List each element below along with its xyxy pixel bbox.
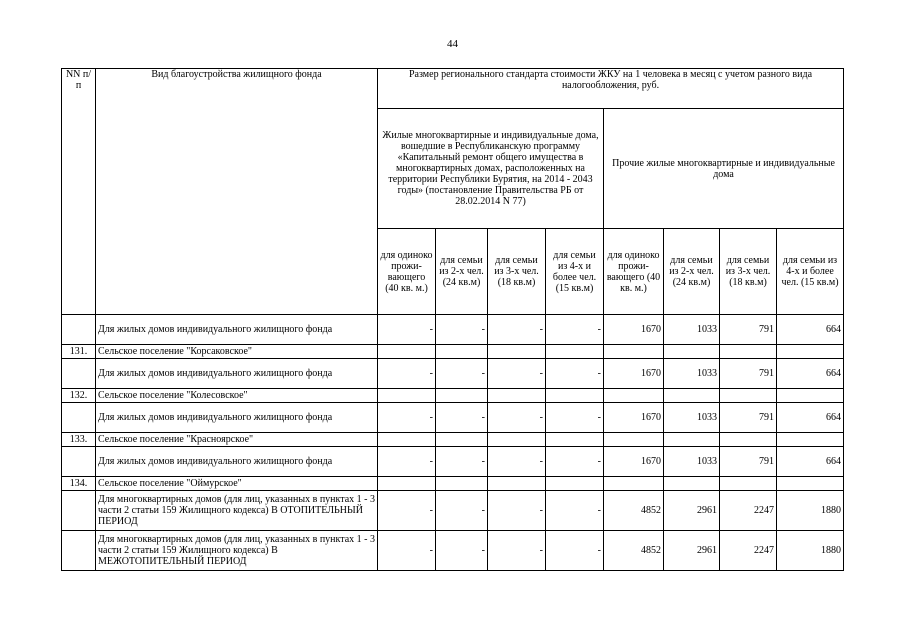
housing-type: Для жилых домов индивидуального жилищного фонда [96,315,378,345]
value-cell [488,433,546,447]
table-row [62,359,844,389]
sub-header: для одиноко прожи- вающего (40 кв. м.) [378,229,436,315]
header-group-other: Прочие жилые многоквартирные и индивидуальные дома [604,109,844,229]
settlement-name: Сельское поселение "Корсаковское" [96,345,378,359]
value-cell: - [546,531,604,571]
value-cell: - [378,359,436,389]
value-cell: - [378,531,436,571]
value-cell: - [436,491,488,531]
value-cell: 1670 [604,403,664,433]
value-cell [378,345,436,359]
table-row [62,491,844,531]
value-cell: - [436,531,488,571]
value-cell [777,345,844,359]
value-cell: - [436,315,488,345]
value-cell [546,477,604,491]
housing-type: Для жилых домов индивидуального жилищного фонда [96,359,378,389]
value-cell [777,477,844,491]
value-cell: 1033 [664,359,720,389]
value-cell: - [488,447,546,477]
value-cell [436,345,488,359]
value-cell: 1880 [777,491,844,531]
value-cell [664,389,720,403]
value-cell: - [378,315,436,345]
value-cell: - [546,447,604,477]
value-cell [604,433,664,447]
value-cell: - [546,403,604,433]
value-cell [777,433,844,447]
value-cell [604,389,664,403]
settlement-name: Сельское поселение "Оймурское" [96,477,378,491]
row-number: 131. [62,345,96,359]
value-cell: - [378,447,436,477]
sub-header: для семьи из 3-х чел. (18 кв.м) [488,229,546,315]
value-cell: 4852 [604,531,664,571]
value-cell [720,477,777,491]
value-cell [664,345,720,359]
section-row [62,433,844,447]
table-row [62,403,844,433]
header-type: Вид благоустройства жилищного фонда [96,69,378,315]
value-cell [488,477,546,491]
value-cell [604,345,664,359]
value-cell [777,389,844,403]
value-cell [488,345,546,359]
row-number [62,447,96,477]
value-cell: - [488,359,546,389]
value-cell: - [546,491,604,531]
settlement-name: Сельское поселение "Колесовское" [96,389,378,403]
value-cell: - [546,359,604,389]
row-number [62,531,96,571]
row-number: 134. [62,477,96,491]
housing-type: Для многоквартирных домов (для лиц, указанных в пунктах 1 - 3 части 2 статьи 159 Жилищного кодекса) В ОТОПИТЕЛЬНЫЙ ПЕРИОД [96,491,378,531]
value-cell: - [436,403,488,433]
value-cell: 1670 [604,315,664,345]
row-number: 132. [62,389,96,403]
sub-header: для семьи из 4-х и более чел. (15 кв.м) [546,229,604,315]
row-number [62,315,96,345]
value-cell: 1670 [604,359,664,389]
value-cell: 791 [720,315,777,345]
value-cell: 4852 [604,491,664,531]
sub-header: для семьи из 3-х чел. (18 кв.м) [720,229,777,315]
value-cell [378,389,436,403]
settlement-name: Сельское поселение "Красноярское" [96,433,378,447]
value-cell [720,389,777,403]
housing-type: Для многоквартирных домов (для лиц, указанных в пунктах 1 - 3 части 2 статьи 159 Жилищного кодекса) В МЕЖОТОПИТЕЛЬНЫЙ ПЕРИОД [96,531,378,571]
housing-type: Для жилых домов индивидуального жилищного фонда [96,403,378,433]
value-cell [436,389,488,403]
page-number: 44 [447,38,458,50]
value-cell: - [546,315,604,345]
value-cell: - [488,315,546,345]
housing-type: Для жилых домов индивидуального жилищного фонда [96,447,378,477]
value-cell: - [436,359,488,389]
header-group-program: Жилые многоквартирные и индивидуальные дома, вошедшие в Республиканскую программу «Капитальный ремонт общего имущества в многоквартирных домах, расположенных на территории Республики Бурятия, на 2014 - 2043 годы» (постановление Правительства РБ от 28.02.2014 N 77) [378,109,604,229]
value-cell: 2247 [720,531,777,571]
header-size: Размер регионального стандарта стоимости ЖКУ на 1 человека в месяц с учетом разного вида налогообложения, руб. [378,69,844,109]
value-cell: - [488,531,546,571]
value-cell: 791 [720,403,777,433]
row-number: 133. [62,433,96,447]
value-cell: 664 [777,359,844,389]
table-row [62,531,844,571]
value-cell: 664 [777,447,844,477]
header-nn: NN п/п [62,69,96,315]
value-cell [378,433,436,447]
section-row [62,477,844,491]
value-cell: 1033 [664,447,720,477]
value-cell [664,433,720,447]
value-cell [546,345,604,359]
table-row [62,447,844,477]
value-cell: 2961 [664,531,720,571]
value-cell: 664 [777,403,844,433]
section-row [62,345,844,359]
row-number [62,359,96,389]
row-number [62,491,96,531]
value-cell [720,433,777,447]
value-cell: 1033 [664,315,720,345]
value-cell: 791 [720,359,777,389]
table-row [62,315,844,345]
value-cell [604,477,664,491]
value-cell [546,389,604,403]
section-row [62,389,844,403]
value-cell [378,477,436,491]
value-cell [436,433,488,447]
value-cell: 2247 [720,491,777,531]
row-number [62,403,96,433]
value-cell [436,477,488,491]
tariff-table [61,68,844,571]
value-cell: - [436,447,488,477]
sub-header: для одиноко прожи- вающего (40 кв. м.) [604,229,664,315]
value-cell: - [488,491,546,531]
value-cell: - [488,403,546,433]
value-cell: 664 [777,315,844,345]
value-cell: 1880 [777,531,844,571]
sub-header: для семьи из 4-х и более чел. (15 кв.м) [777,229,844,315]
value-cell: 2961 [664,491,720,531]
value-cell [720,345,777,359]
sub-header: для семьи из 2-х чел. (24 кв.м) [664,229,720,315]
sub-header: для семьи из 2-х чел. (24 кв.м) [436,229,488,315]
value-cell [664,477,720,491]
value-cell: - [378,491,436,531]
value-cell: 791 [720,447,777,477]
value-cell: 1670 [604,447,664,477]
value-cell: - [378,403,436,433]
value-cell [488,389,546,403]
value-cell: 1033 [664,403,720,433]
header-row-top [62,69,844,109]
value-cell [546,433,604,447]
